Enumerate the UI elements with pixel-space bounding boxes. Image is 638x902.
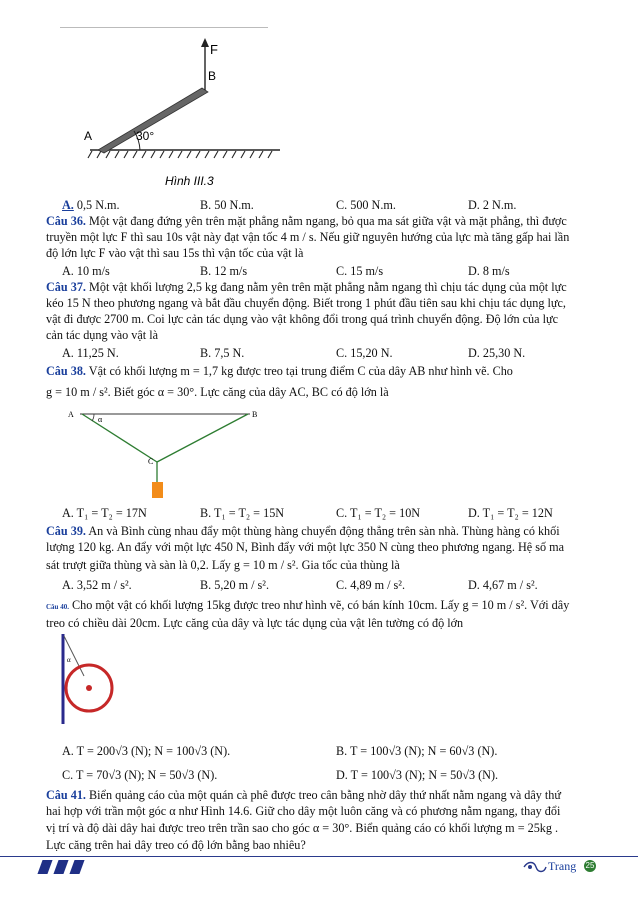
q37-line-1: Câu 37. Một vật khối lượng 2,5 kg đang nằm yên trên mặt phẳng nằm ngang thì chịu tác dụng của một lực bbox=[46, 280, 567, 294]
rope-ac bbox=[82, 414, 157, 462]
footer-page-label: Trang bbox=[548, 859, 577, 873]
q37-option-a[interactable]: A. 11,25 N. bbox=[62, 346, 119, 360]
q37-line-3: vật đi được 2700 m. Coi lực cản tác dụng vào vật không đổi trong quá trình chuyển động. Độ lớn của lực bbox=[46, 312, 558, 326]
q36-option-a[interactable]: A. 10 m/s bbox=[62, 264, 110, 278]
figure-iii-3 bbox=[70, 30, 290, 195]
label-a: A bbox=[68, 410, 74, 419]
q40-option-b[interactable]: B. T = 100√3 (N); N = 60√3 (N). bbox=[336, 744, 498, 758]
label-alpha: α bbox=[98, 415, 103, 424]
footer-stripe-1 bbox=[37, 860, 52, 874]
footer-stripe-2 bbox=[53, 860, 68, 874]
q35-option-b[interactable]: B. 50 N.m. bbox=[200, 198, 254, 212]
q39-line-3: sát trượt giữa thùng và sàn là 0,2. Lấy g = 10 m / s². Gia tốc của thùng là bbox=[46, 558, 400, 572]
q35-option-c[interactable]: C. 500 N.m. bbox=[336, 198, 396, 212]
q35-option-a[interactable]: A. 0,5 N.m. bbox=[62, 198, 120, 212]
q38-line-1: Câu 38. Vật có khối lượng m = 1,7 kg được treo tại trung điểm C của dây AB như hình vẽ. Cho bbox=[46, 364, 513, 378]
page-number-badge: 25 bbox=[585, 861, 595, 870]
footer-divider bbox=[0, 856, 638, 857]
q39-option-a[interactable]: A. 3,52 m / s². bbox=[62, 578, 132, 592]
q39-line-1: Câu 39. An và Bình cùng nhau đẩy một thùng hàng chuyển động thẳng trên sàn nhà. Thùng hàng có khối bbox=[46, 524, 560, 538]
q36-option-d[interactable]: D. 8 m/s bbox=[468, 264, 510, 278]
figure-caption: Hình III.3 bbox=[165, 174, 214, 188]
q37-option-d[interactable]: D. 25,30 N. bbox=[468, 346, 526, 360]
q36-option-b[interactable]: B. 12 m/s bbox=[200, 264, 248, 278]
q37-option-c[interactable]: C. 15,20 N. bbox=[336, 346, 393, 360]
label-c: C bbox=[148, 457, 154, 466]
q38-option-a[interactable]: A. T₁ = T₂ = 17N bbox=[62, 506, 147, 520]
q36-line-3: độ lớn lực F vào vật thì sau 15s thì vận tốc của vật là bbox=[46, 246, 304, 260]
footer-ornament-icon bbox=[522, 860, 548, 874]
q38-option-d[interactable]: D. T₁ = T₂ = 12N bbox=[468, 506, 553, 520]
q40-option-d[interactable]: D. T = 100√3 (N); N = 50√3 (N). bbox=[336, 768, 499, 782]
q36-option-c[interactable]: C. 15 m/s bbox=[336, 264, 384, 278]
label-b: B bbox=[252, 410, 258, 419]
q36-line-2: truyền một lực F thì sau 10s vật này đạt vận tốc 4 m / s. Nếu giữ nguyên hướng của lực mà tăng gấp hai lần bbox=[46, 230, 570, 244]
q35-option-d[interactable]: D. 2 N.m. bbox=[468, 198, 517, 212]
rod bbox=[98, 88, 208, 153]
q41-line-4: Lực căng trên hai dây treo có độ lớn bằng bao nhiêu? bbox=[46, 838, 306, 852]
alpha-arc bbox=[92, 414, 94, 421]
angle-label: 30° bbox=[136, 129, 155, 143]
point-b-label: B bbox=[208, 69, 217, 83]
top-divider bbox=[60, 27, 268, 28]
sphere-center bbox=[86, 685, 92, 691]
q40-option-a[interactable]: A. T = 200√3 (N); N = 100√3 (N). bbox=[62, 744, 231, 758]
q36-line-1: Câu 36. Một vật đang đứng yên trên mặt phẳng nằm ngang, bỏ qua ma sát giữa vật và mặt phẳng, thì được bbox=[46, 214, 567, 228]
q40-line-2: treo có chiều dài 20cm. Lực căng của dây và lực tác dụng của vật lên tường có độ lớn bbox=[46, 616, 464, 630]
q41-line-2: hai hợp với trần một góc α như Hình 14.6. Giữ cho dây một luôn căng và có phương nằm ngang, thay đổi bbox=[46, 804, 561, 818]
q38-line-2: g = 10 m / s². Biết góc α = 30°. Lực căng của dây AC, BC có độ lớn là bbox=[46, 385, 389, 399]
q37-line-2: kéo 15 N theo phương ngang và bắt đầu chuyển động. Biết trong 1 phút đầu tiên sau khi chịu tác dụng lực, bbox=[46, 296, 566, 310]
q40-line-1: Câu 40. Cho một vật có khối lượng 15kg được treo như hình vẽ, có bán kính 10cm. Lấy g = 10 m / s². Với dây bbox=[46, 598, 570, 612]
arrow-head bbox=[201, 38, 209, 47]
q39-option-c[interactable]: C. 4,89 m / s². bbox=[336, 578, 406, 592]
q38-option-c[interactable]: C. T₁ = T₂ = 10N bbox=[336, 506, 421, 520]
footer-stripe-3 bbox=[69, 860, 84, 874]
q37-option-b[interactable]: B. 7,5 N. bbox=[200, 346, 245, 360]
point-a-label: A bbox=[84, 129, 93, 143]
q39-option-d[interactable]: D. 4,67 m / s². bbox=[468, 578, 538, 592]
rope-bc bbox=[157, 414, 248, 462]
q39-line-2: lượng 120 kg. An đẩy với một lực 450 N, Bình đẩy với một lực 350 N cùng theo phương ngang. Hệ số ma bbox=[46, 540, 564, 554]
force-label: F bbox=[210, 42, 218, 57]
hanging-mass bbox=[152, 482, 163, 498]
q40-option-c[interactable]: C. T = 70√3 (N); N = 50√3 (N). bbox=[62, 768, 218, 782]
q40-figure bbox=[60, 632, 140, 727]
q37-line-4: cản tác dụng vào vật là bbox=[46, 328, 159, 342]
q38-figure bbox=[60, 402, 280, 502]
q39-option-b[interactable]: B. 5,20 m / s². bbox=[200, 578, 270, 592]
label-alpha: α bbox=[67, 656, 71, 664]
q41-line-3: vị trí và độ dài dây hai được treo trên trần sao cho góc α = 30°. Biển quảng cáo có khối lượng m = 25kg . bbox=[46, 821, 559, 835]
ground-hatch bbox=[88, 151, 272, 158]
q38-option-b[interactable]: B. T₁ = T₂ = 15N bbox=[200, 506, 285, 520]
q41-line-1: Câu 41. Biển quảng cáo của một quán cà phê được treo cân bằng nhờ dây thứ nhất nằm ngang và dây thứ bbox=[46, 788, 562, 802]
